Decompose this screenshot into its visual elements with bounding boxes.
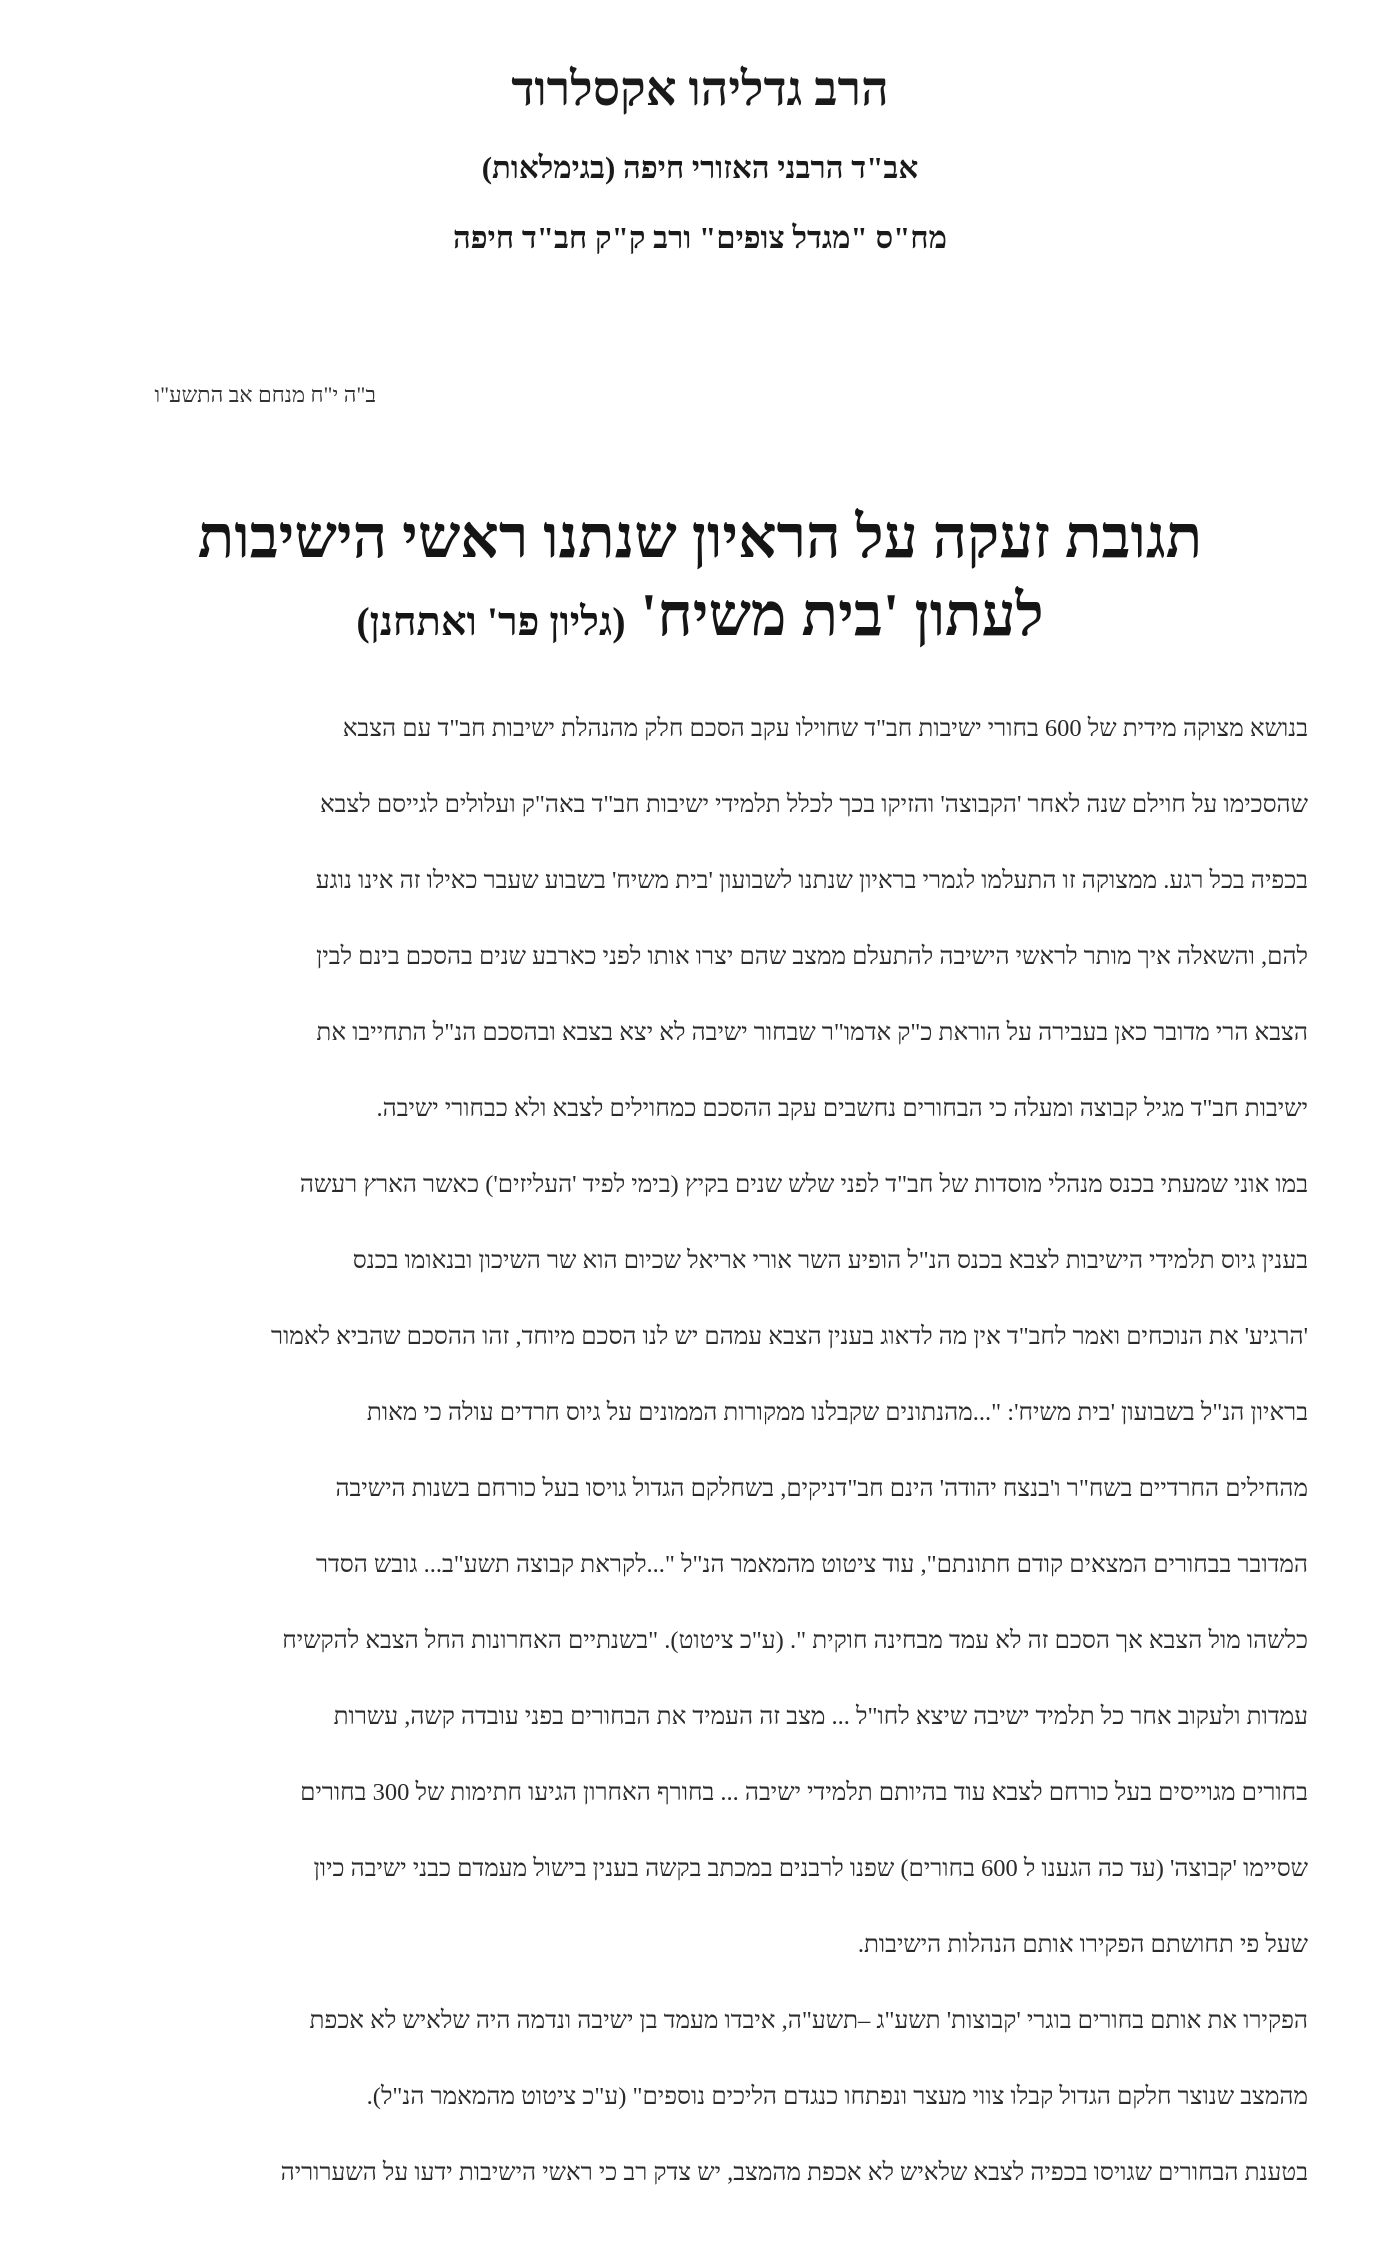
letterhead-title: אב"ד הרבני האזורי חיפה (בגימלאות): [481, 150, 919, 185]
article-title: [0, 498, 1400, 661]
body-line: 'הרגיע' את הנוכחים ואמר לחב"ד אין מה לדאוג בענין הצבא עמהם יש לנו הסכם מיוחד, זהו ההסכם שהביא לאמור: [271, 1323, 1308, 1350]
body-line: להם, והשאלה איך מותר לראשי הישיבה להתעלם ממצב שהם יצרו אותו לפני כארבע שנים בהסכם בינם לבין: [316, 943, 1308, 970]
title-line-2: [0, 576, 1400, 661]
title-main: לעתון 'בית משיח': [640, 582, 1044, 648]
letterhead: [0, 60, 1400, 258]
body-line: הפקירו את אותם בחורים בוגרי 'קבוצות' תשע"ג –תשע"ה, איבדו מעמד בן ישיבה ונדמה היה שלאיש לא אכפת: [309, 2007, 1308, 2034]
body-line: מהחילים החרדיים בשח"ר ו'בנצח יהודה' הינם חב"דניקים, בשחלקם הגדול גויסו בעל כורחם בשנות הישיבה: [335, 1475, 1308, 1502]
body-line: שסיימו 'קבוצה' (עד כה הגענו ל 600 בחורים) שפנו לרבנים במכתב בקשה בענין בישול מעמדם כבני ישיבה כיון: [313, 1855, 1308, 1882]
body-line: הצבא הרי מדובר כאן בעבירה על הוראת כ"ק אדמו"ר שבחור ישיבה לא יצא בצבא ובהסכם הנ"ל התחייבו את: [316, 1019, 1308, 1046]
rabbi-name: הרב גדליהו אקסלרוד: [511, 63, 889, 116]
article-body: [78, 705, 1308, 2225]
body-line: שעל פי תחושתם הפקירו אותם הנהלות הישיבות.: [857, 1931, 1308, 1958]
body-line: כלשהו מול הצבא אך הסכם זה לא עמד מבחינה חוקית ". (ע"כ ציטוט). "בשנתיים האחרונות החל הצבא להקשיח: [282, 1627, 1308, 1654]
body-line: בטענת הבחורים שגויסו בכפיה לצבא שלאיש לא אכפת מהמצב, יש צדק רב כי ראשי הישיבות ידעו על השערוריה: [280, 2159, 1308, 2186]
title-line-1: תגובת זעקה על הראיון שנתנו ראשי הישיבות: [197, 504, 1203, 570]
body-line: ישיבות חב"ד מגיל קבוצה ומעלה כי הבחורים נחשבים עקב ההסכם כמחוילים לצבא ולא כבחורי ישיבה.: [376, 1095, 1308, 1122]
body-line: מהמצב שנוצר חלקם הגדול קבלו צווי מעצר ונפתחו כנגדם הליכים נוספים" (ע"כ ציטוט מהמאמר הנ"ל).: [366, 2083, 1308, 2110]
letterhead-subtitle: מח"ס "מגדל צופים" ורב ק"ק חב"ד חיפה: [452, 220, 948, 255]
body-line: בנושא מצוקה מידית של 600 בחורי ישיבות חב"ד שחוילו עקב הסכם חלק מהנהלת ישיבות חב"ד עם הצבא: [342, 715, 1308, 742]
body-line: בכפיה בכל רגע. ממצוקה זו התעלמו לגמרי בראיון שנתנו לשבועון 'בית משיח' בשבוע שעבר כאילו זה אינו נוגע: [315, 867, 1308, 894]
body-line: בחורים מגוייסים בעל כורחם לצבא עוד בהיותם תלמידי ישיבה ... בחורף האחרון הגיעו חתימות של 300 בחורים: [300, 1779, 1308, 1806]
body-line: עמדות ולעקוב אחר כל תלמיד ישיבה שיצא לחו"ל ... מצב זה העמיד את הבחורים בפני עובדה קשה, עשרות: [333, 1703, 1308, 1730]
body-line: בענין גיוס תלמידי הישיבות לצבא בכנס הנ"ל הופיע השר אורי אריאל שכיום הוא שר השיכון ובנאומו בכנס: [352, 1247, 1308, 1274]
body-line: בראיון הנ"ל בשבועון 'בית משיח': "...מהנתונים שקבלנו ממקורות הממונים על גיוס חרדים עולה כי מאות: [366, 1399, 1308, 1426]
body-line: שהסכימו על חוילם שנה לאחר 'הקבוצה' והזיקו בכך לכלל תלמידי ישיבות חב"ד באה"ק ועלולים לגייסם לצבא: [319, 791, 1308, 818]
body-line: במו אוני שמעתי בכנס מנהלי מוסדות של חב"ד לפני שלש שנים בקיץ (בימי לפיד 'העליזים') כאשר הארץ רעשה: [299, 1171, 1308, 1198]
body-line: המדובר בבחורים המצאים קודם חתונתם", עוד ציטוט מהמאמר הנ"ל "...לקראת קבוצה תשע"ב... גובש הסדר: [315, 1551, 1308, 1578]
letter-date: ב"ה י"ח מנחם אב התשע"ו: [154, 382, 376, 407]
title-subtitle: (גליון פר' ואתחנן): [356, 599, 626, 644]
